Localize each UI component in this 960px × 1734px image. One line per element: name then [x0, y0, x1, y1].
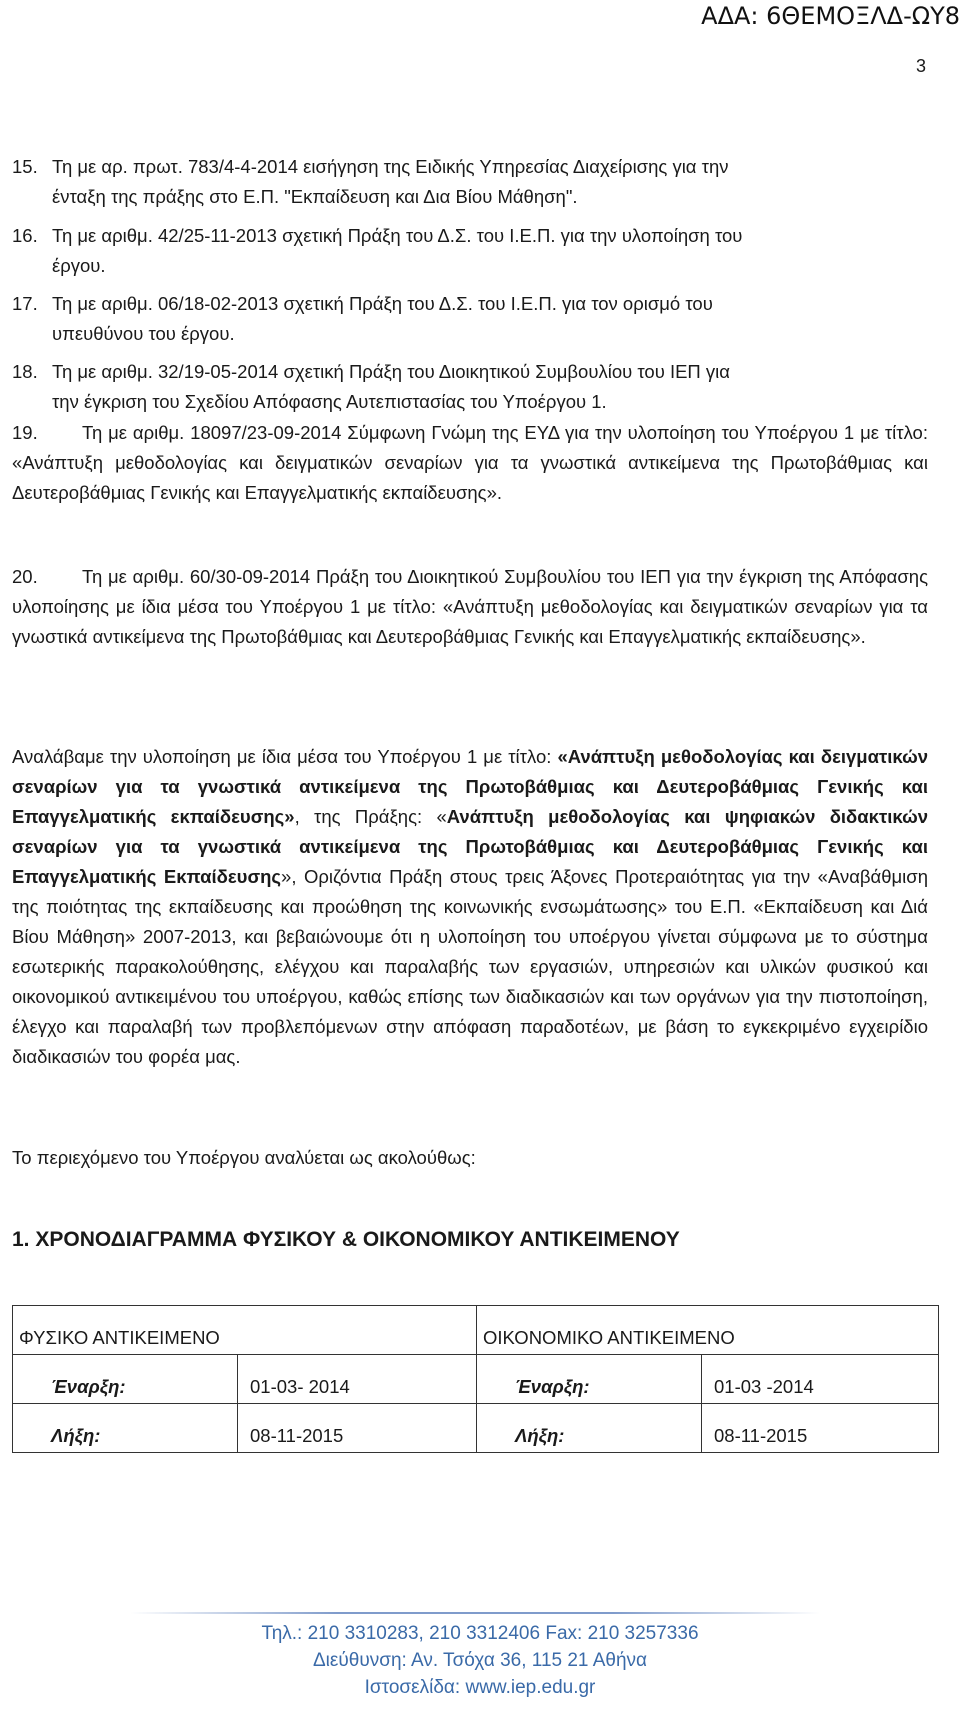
project-title: Ανάπτυξη μεθοδολογίας και ψηφιακών διδακτικών σεναρίων για τα γνωστικά αντικείμενα της Πρωτοβάθμιας και Δευτεροβάθμιας Γενικής και Επαγγελματικής Εκπαίδευσης [12, 806, 928, 887]
item-text: Τη με αριθμ. 32/19-05-2014 σχετική Πράξη του Διοικητικού Συμβουλίου του ΙΕΠ για [52, 361, 730, 382]
list-item [12, 562, 928, 652]
item-text: Τη με αριθμ. 42/25-11-2013 σχετική Πράξη του Δ.Σ. του Ι.Ε.Π. για την υλοποίηση του [52, 225, 743, 246]
table-row [13, 1306, 939, 1355]
item-text-continued: υπευθύνου του έργου. [52, 323, 235, 344]
start-label: Έναρξη: [477, 1355, 702, 1404]
table-row [13, 1355, 939, 1404]
end-label: Λήξη: [477, 1404, 702, 1453]
item-number: 18. [12, 361, 38, 382]
footer [0, 1620, 960, 1701]
footer-divider [130, 1612, 820, 1614]
body-paragraph [12, 742, 928, 1072]
item-number: 15. [12, 156, 38, 177]
item-text: Τη με αριθμ. 06/18-02-2013 σχετική Πράξη του Δ.Σ. του Ι.Ε.Π. για τον ορισμό του [52, 293, 713, 314]
item-number: 16. [12, 225, 38, 246]
footer-website: Ιστοσελίδα: www.iep.edu.gr [364, 1677, 596, 1698]
subproject-title: «Ανάπτυξη μεθοδολογίας και δειγματικών σεναρίων για τα γνωστικά αντικείμενα της Πρωτοβάθμιας και Δευτεροβάθμιας Γενικής και Επαγγελματικής εκπαίδευσης» [12, 746, 928, 827]
ada-code: ΑΔΑ: 6ΘΕΜΟΞΛΔ-ΩΥ8 [701, 2, 960, 30]
item-number: 19. [12, 422, 38, 443]
item-text: Τη με αριθμ. 60/30-09-2014 Πράξη του Διοικητικού Συμβουλίου του ΙΕΠ για την έγκριση της Απόφασης υλοποίησης με ίδια μέσα του Υποέργου 1 με τίτλο: «Ανάπτυξη μεθοδολογίας και δειγματικών σεναρίων για τα γνωστικά αντικείμενα της Πρωτοβάθμιας και Δευτεροβάθμιας Γενικής και Επαγγελματικής εκπαίδευσης». [12, 566, 928, 647]
schedule-table [12, 1305, 939, 1453]
physical-start: 01-03- 2014 [238, 1355, 477, 1404]
section-heading: 1. ΧΡΟΝΟΔΙΑΓΡΑΜΜΑ ΦΥΣΙΚΟΥ & ΟΙΚΟΝΟΜΙΚΟΥ ΑΝΤΙΚΕΙΜΕΝΟΥ [12, 1228, 680, 1251]
list-item [12, 152, 928, 182]
item-text-continued: ένταξη της πράξης στο Ε.Π. "Εκπαίδευση και Δια Βίου Μάθηση". [52, 186, 578, 207]
item-text: Τη με αριθμ. 18097/23-09-2014 Σύμφωνη Γνώμη της ΕΥΔ για την υλοποίηση του Υποέργου 1 με τίτλο: «Ανάπτυξη μεθοδολογίας και δειγματικών σεναρίων για τα γνωστικά αντικείμενα της Πρωτοβάθμιας και Δευτεροβάθμιας Γενικής και Επαγγελματικής εκπαίδευσης». [12, 422, 928, 503]
financial-start: 01-03 -2014 [702, 1355, 939, 1404]
content-intro: Το περιεχόμενο του Υποέργου αναλύεται ως ακολούθως: [12, 1147, 476, 1168]
start-label: Έναρξη: [13, 1355, 238, 1404]
end-label: Λήξη: [13, 1404, 238, 1453]
table-row [13, 1404, 939, 1453]
list-item [12, 221, 928, 251]
list-item [12, 289, 928, 319]
item-text: Τη με αρ. πρωτ. 783/4-4-2014 εισήγηση της Ειδικής Υπηρεσίας Διαχείρισης για την [52, 156, 729, 177]
paragraph-text: , της Πράξης: « [294, 806, 447, 827]
list-item [12, 418, 928, 508]
footer-address: Διεύθυνση: Αν. Τσόχα 36, 115 21 Αθήνα [312, 1650, 648, 1671]
list-item [12, 357, 928, 387]
physical-end: 08-11-2015 [238, 1404, 477, 1453]
page-number: 3 [915, 56, 926, 76]
item-text-continued: έργου. [52, 255, 106, 276]
financial-header: ΟΙΚΟΝΟΜΙΚΟ ΑΝΤΙΚΕΙΜΕΝΟ [477, 1306, 939, 1355]
item-number: 20. [12, 566, 38, 587]
physical-header: ΦΥΣΙΚΟ ΑΝΤΙΚΕΙΜΕΝΟ [13, 1306, 477, 1355]
footer-phone: Τηλ.: 210 3310283, 210 3312406 Fax: 210 3257336 [261, 1623, 699, 1644]
paragraph-text: », Οριζόντια Πράξη στους τρεις Άξονες Προτεραιότητας για την «Αναβάθμιση της ποιότητας της εκπαίδευσης και προώθηση της κοινωνικής ενσωμάτωσης» του Ε.Π. «Εκπαίδευση και Διά Βίου Μάθηση» 2007-2013, και βεβαιώνουμε ότι η υλοποίηση του υποέργου γίνεται σύμφωνα με το σύστημα εσωτερικής παρακολούθησης, ελέγχου και παραλαβής των εργασιών, υπηρεσιών και υλικών φυσικού και οικονομικού αντικειμένου του υποέργου, καθώς επίσης των διαδικασιών και των οργάνων για την πιστοποίηση, έλεγχο και παραλαβή των προβλεπόμενων στην απόφαση παραδοτέων, με βάση το εγκεκριμένο εγχειρίδιο διαδικασιών του φορέα μας. [12, 866, 928, 1067]
item-number: 17. [12, 293, 38, 314]
item-text-continued: την έγκριση του Σχεδίου Απόφασης Αυτεπιστασίας του Υποέργου 1. [52, 391, 607, 412]
paragraph-text: Αναλάβαμε την υλοποίηση με ίδια μέσα του Υποέργου 1 με τίτλο: [12, 746, 558, 767]
financial-end: 08-11-2015 [702, 1404, 939, 1453]
